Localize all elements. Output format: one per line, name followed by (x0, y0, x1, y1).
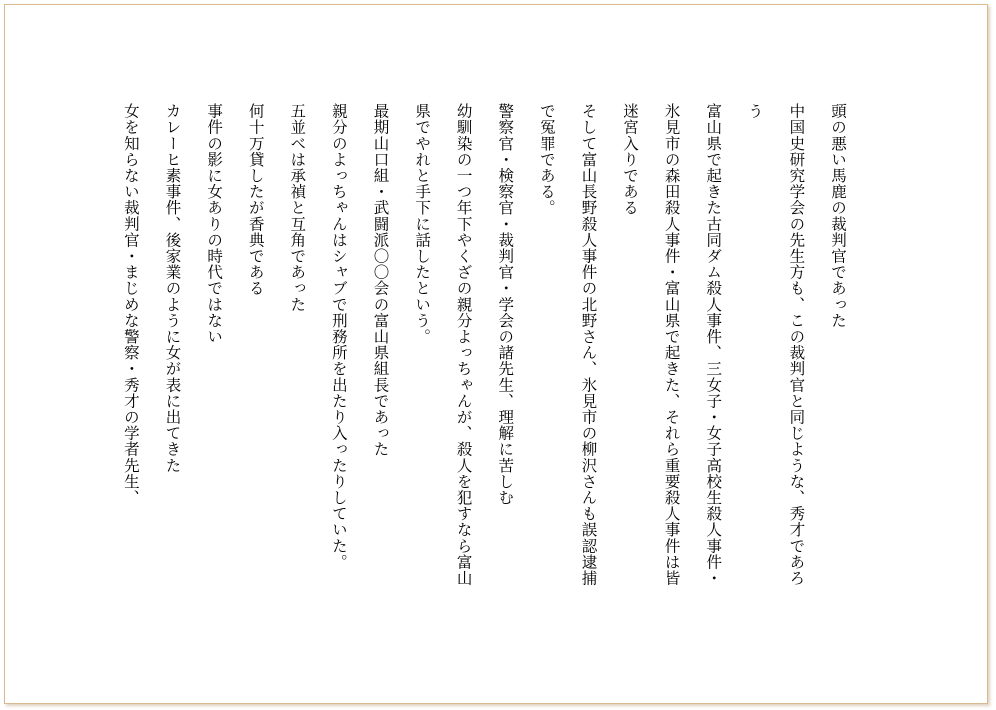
text-line: 中国史研究学会の先生方も、この裁判官と同じような、秀才であろ (787, 103, 806, 586)
text-line: う (745, 103, 764, 120)
text-line: 何十万貸したが香典である (246, 103, 265, 297)
text-line: 迷宮入りである (621, 103, 640, 216)
text-line: 親分のよっちゃんはシャブで刑務所を出たり入ったりしていた。 (329, 103, 348, 570)
text-line: 警察官・検察官・裁判官・学会の諸先生、理解に苦しむ (496, 103, 515, 506)
text-line: 事件の影に女ありの時代ではない (205, 103, 224, 345)
text-line: カレーヒ素事件、後家業のように女が表に出てきた (163, 103, 182, 474)
text-line: 女を知らない裁判官・まじめな警察・秀才の学者先生、 (121, 103, 140, 506)
text-line: 頭の悪い馬鹿の裁判官であった (829, 103, 847, 329)
text-line: 富山県で起きた古同ダム殺人事件、三女子・女子高校生殺人事件・ (704, 103, 723, 586)
text-line: 最期山口組・武闘派〇〇会の富山県組長であった (371, 103, 390, 458)
text-line: 五並べは承禎と互角であった (288, 103, 307, 313)
document-page (4, 4, 988, 704)
text-line: 県でやれと手下に話したという。 (413, 103, 432, 345)
text-line: そして富山長野殺人事件の北野さん、氷見市の柳沢さんも誤認逮捕 (579, 103, 598, 586)
vertical-text-body (109, 103, 858, 663)
text-line: で冤罪である。 (537, 103, 556, 216)
text-line: 氷見市の森田殺人事件・富山県で起きた、それら重要殺人事件は皆 (662, 103, 681, 586)
text-line: 幼馴染の一つ年下やくざの親分よっちゃんが、殺人を犯すなら富山 (454, 103, 473, 586)
